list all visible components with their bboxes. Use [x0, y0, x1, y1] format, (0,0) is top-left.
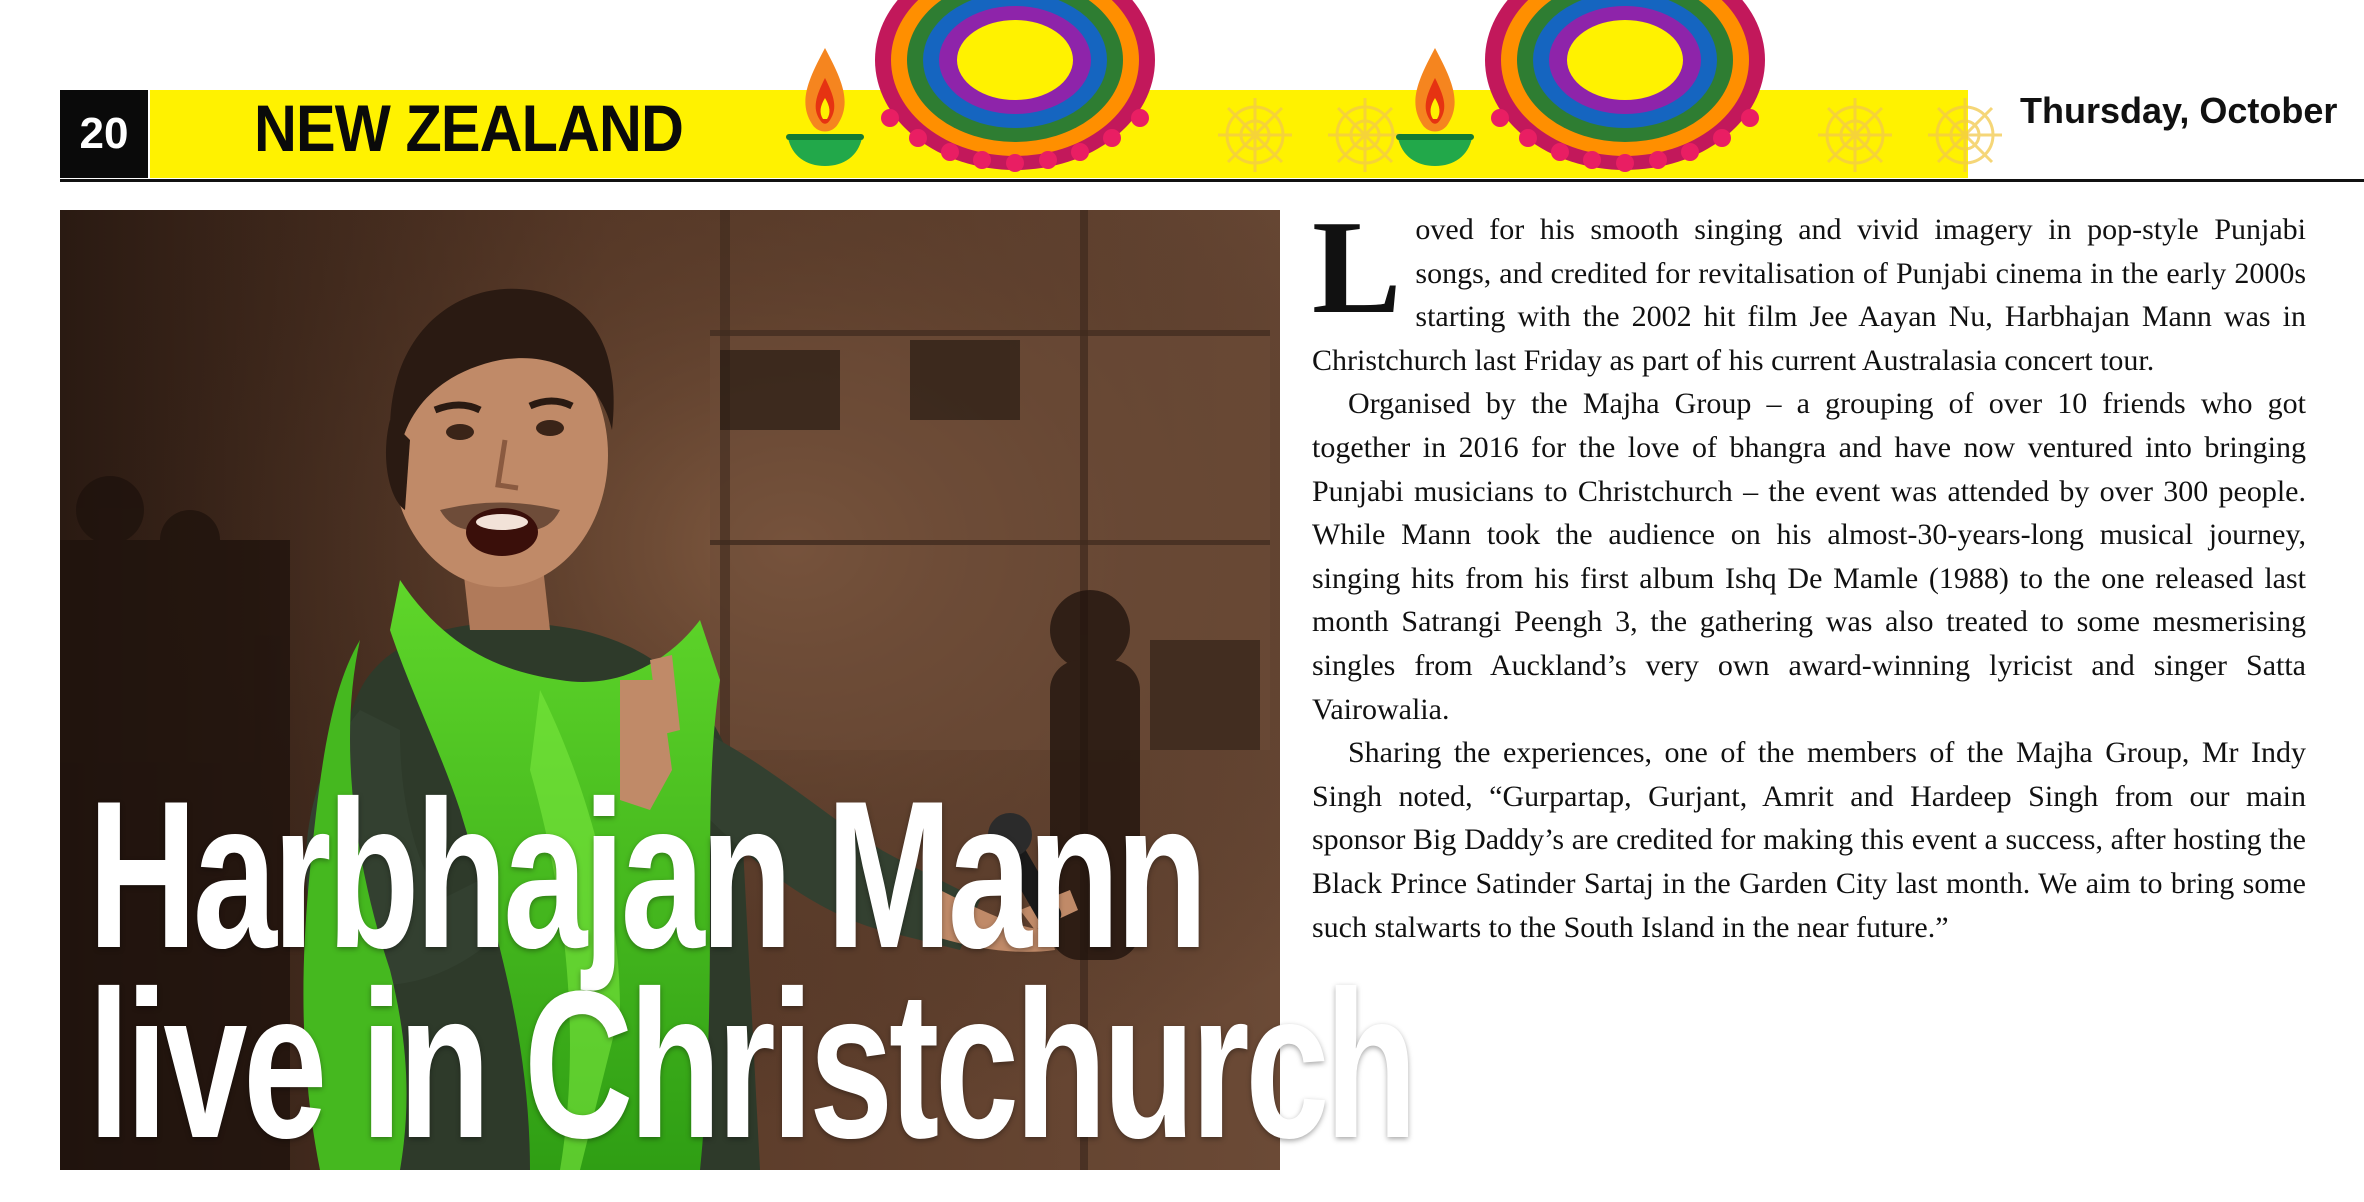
page-header — [60, 90, 2364, 180]
issue-date: Thursday, October — [2020, 90, 2338, 131]
headline-line-1: Harbhajan Mann — [88, 757, 1204, 992]
diya-lamp-icon — [1390, 40, 1480, 178]
header-divider — [60, 179, 2364, 182]
rangoli-pattern-icon — [870, 0, 1160, 170]
star-motif-icon — [1210, 96, 1300, 174]
star-motif-icon — [1810, 96, 1900, 174]
headline-line-2: live in Christchurch — [88, 947, 1414, 1182]
rangoli-pattern-icon — [1480, 0, 1770, 170]
headline — [88, 757, 1414, 1182]
article-paragraph-3: Sharing the experiences, one of the members of the Majha Group, Mr Indy Singh noted, “Gurpartap, Gurjant, Amrit and Hardeep Singh from our main sponsor Big Daddy’s are credited for making this event a success, after hosting the Black Prince Satinder Sartaj in the Garden City last month. We aim to bring some such stalwarts to the South Island in the near future.” — [1312, 736, 2306, 944]
drop-cap: L — [1312, 193, 1402, 341]
article-paragraph-1 — [1312, 193, 2306, 382]
article-body — [1312, 193, 2306, 949]
star-motif-icon — [1920, 96, 2010, 174]
section-banner — [150, 90, 1968, 178]
diya-lamp-icon — [780, 40, 870, 178]
page-number: 20 — [60, 90, 148, 178]
article-paragraph-2: Organised by the Majha Group – a grouping of over 10 friends who got together in 2016 for the love of bhangra and have now ventured into bringing Punjabi musicians to Christchurch – the event was attended by over 300 people. While Mann took the audience on his almost-30-years-long musical journey, singing hits from his first album Ishq De Mamle (1988) to the one released last month Satrangi Peengh 3, the gathering was also treated to some mesmerising singles from Auckland’s very own award-winning lyricist and singer Satta Vairowalia. — [1312, 387, 2306, 726]
section-title: NEW ZEALAND — [254, 91, 683, 165]
paragraph-1-text: oved for his smooth singing and vivid imagery in pop-style Punjabi songs, and credited for revitalisation of Punjabi cinema in the early 2000s starting with the 2002 hit film Jee Aayan Nu, Harbhajan Mann was in Christchurch last Friday as part of his current Australasia concert tour. — [1312, 213, 2306, 377]
performer-photo — [60, 210, 1414, 1182]
